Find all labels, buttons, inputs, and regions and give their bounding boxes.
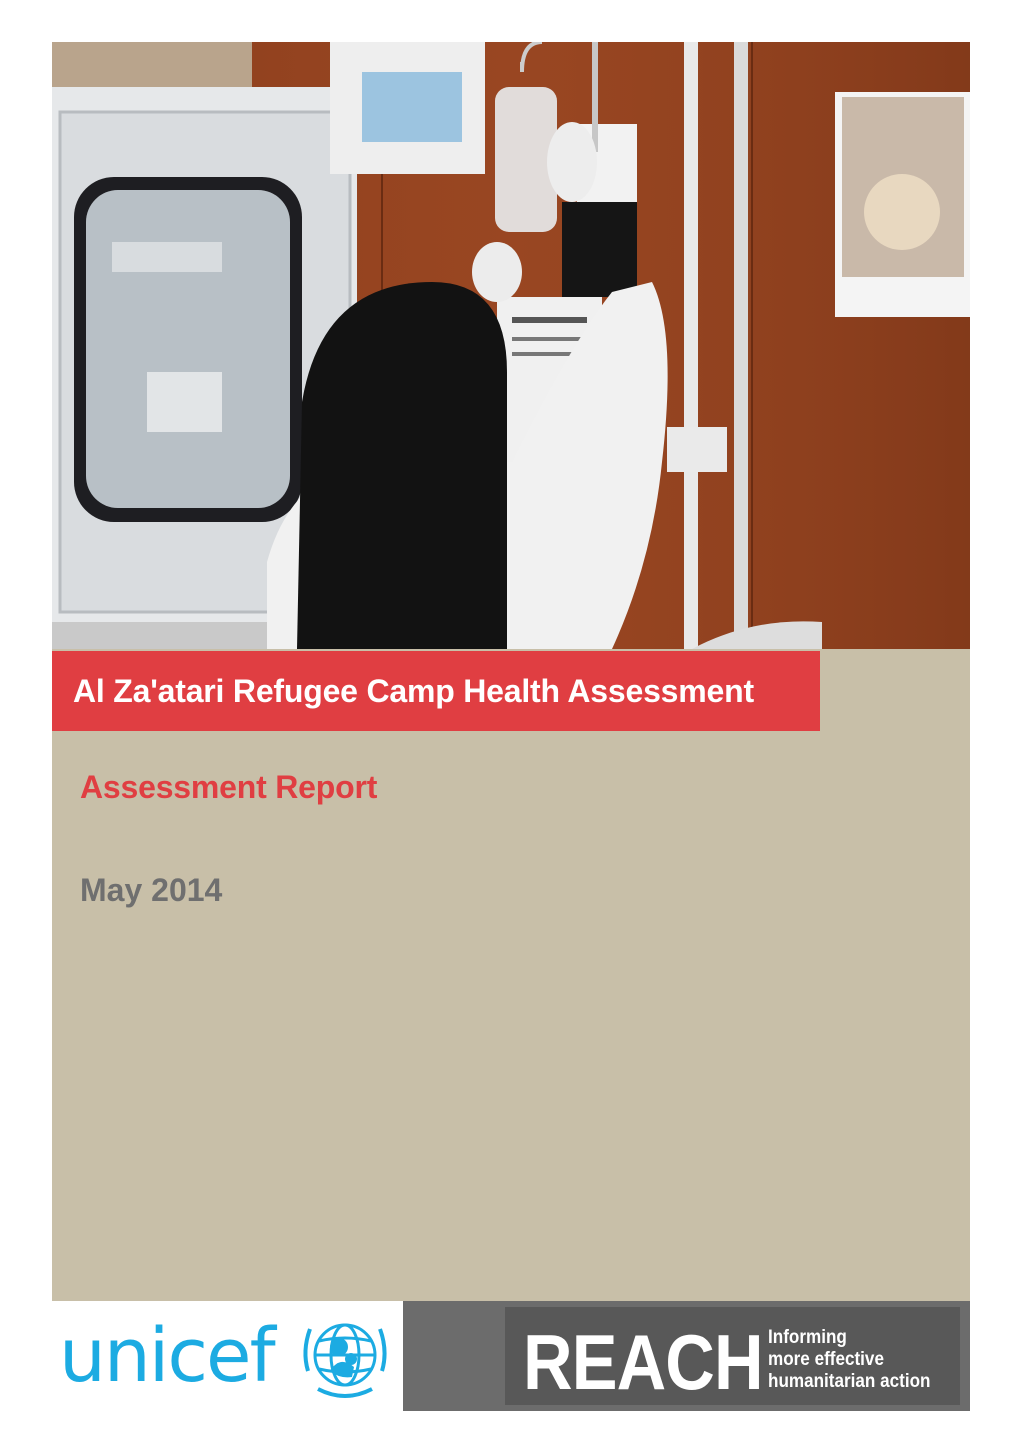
unicef-emblem-icon [296, 1311, 394, 1403]
reach-wordmark: REACH [523, 1318, 763, 1406]
reach-tagline-line: Informing [768, 1327, 847, 1348]
cover-panel [52, 649, 970, 1301]
reach-logo [403, 1301, 970, 1411]
title-band [52, 651, 820, 731]
cover-photo [52, 42, 970, 649]
report-subtitle: Assessment Report [80, 769, 378, 805]
unicef-logo [52, 1301, 403, 1411]
reach-logo-panel [505, 1307, 960, 1405]
reach-tagline [768, 1327, 949, 1393]
reach-tagline-line: humanitarian action [768, 1371, 931, 1392]
report-title: Al Za'atari Refugee Camp Health Assessment [73, 672, 754, 709]
reach-tagline-line: more effective [768, 1349, 884, 1370]
unicef-wordmark: unicef [59, 1313, 274, 1399]
report-date: May 2014 [80, 872, 223, 908]
